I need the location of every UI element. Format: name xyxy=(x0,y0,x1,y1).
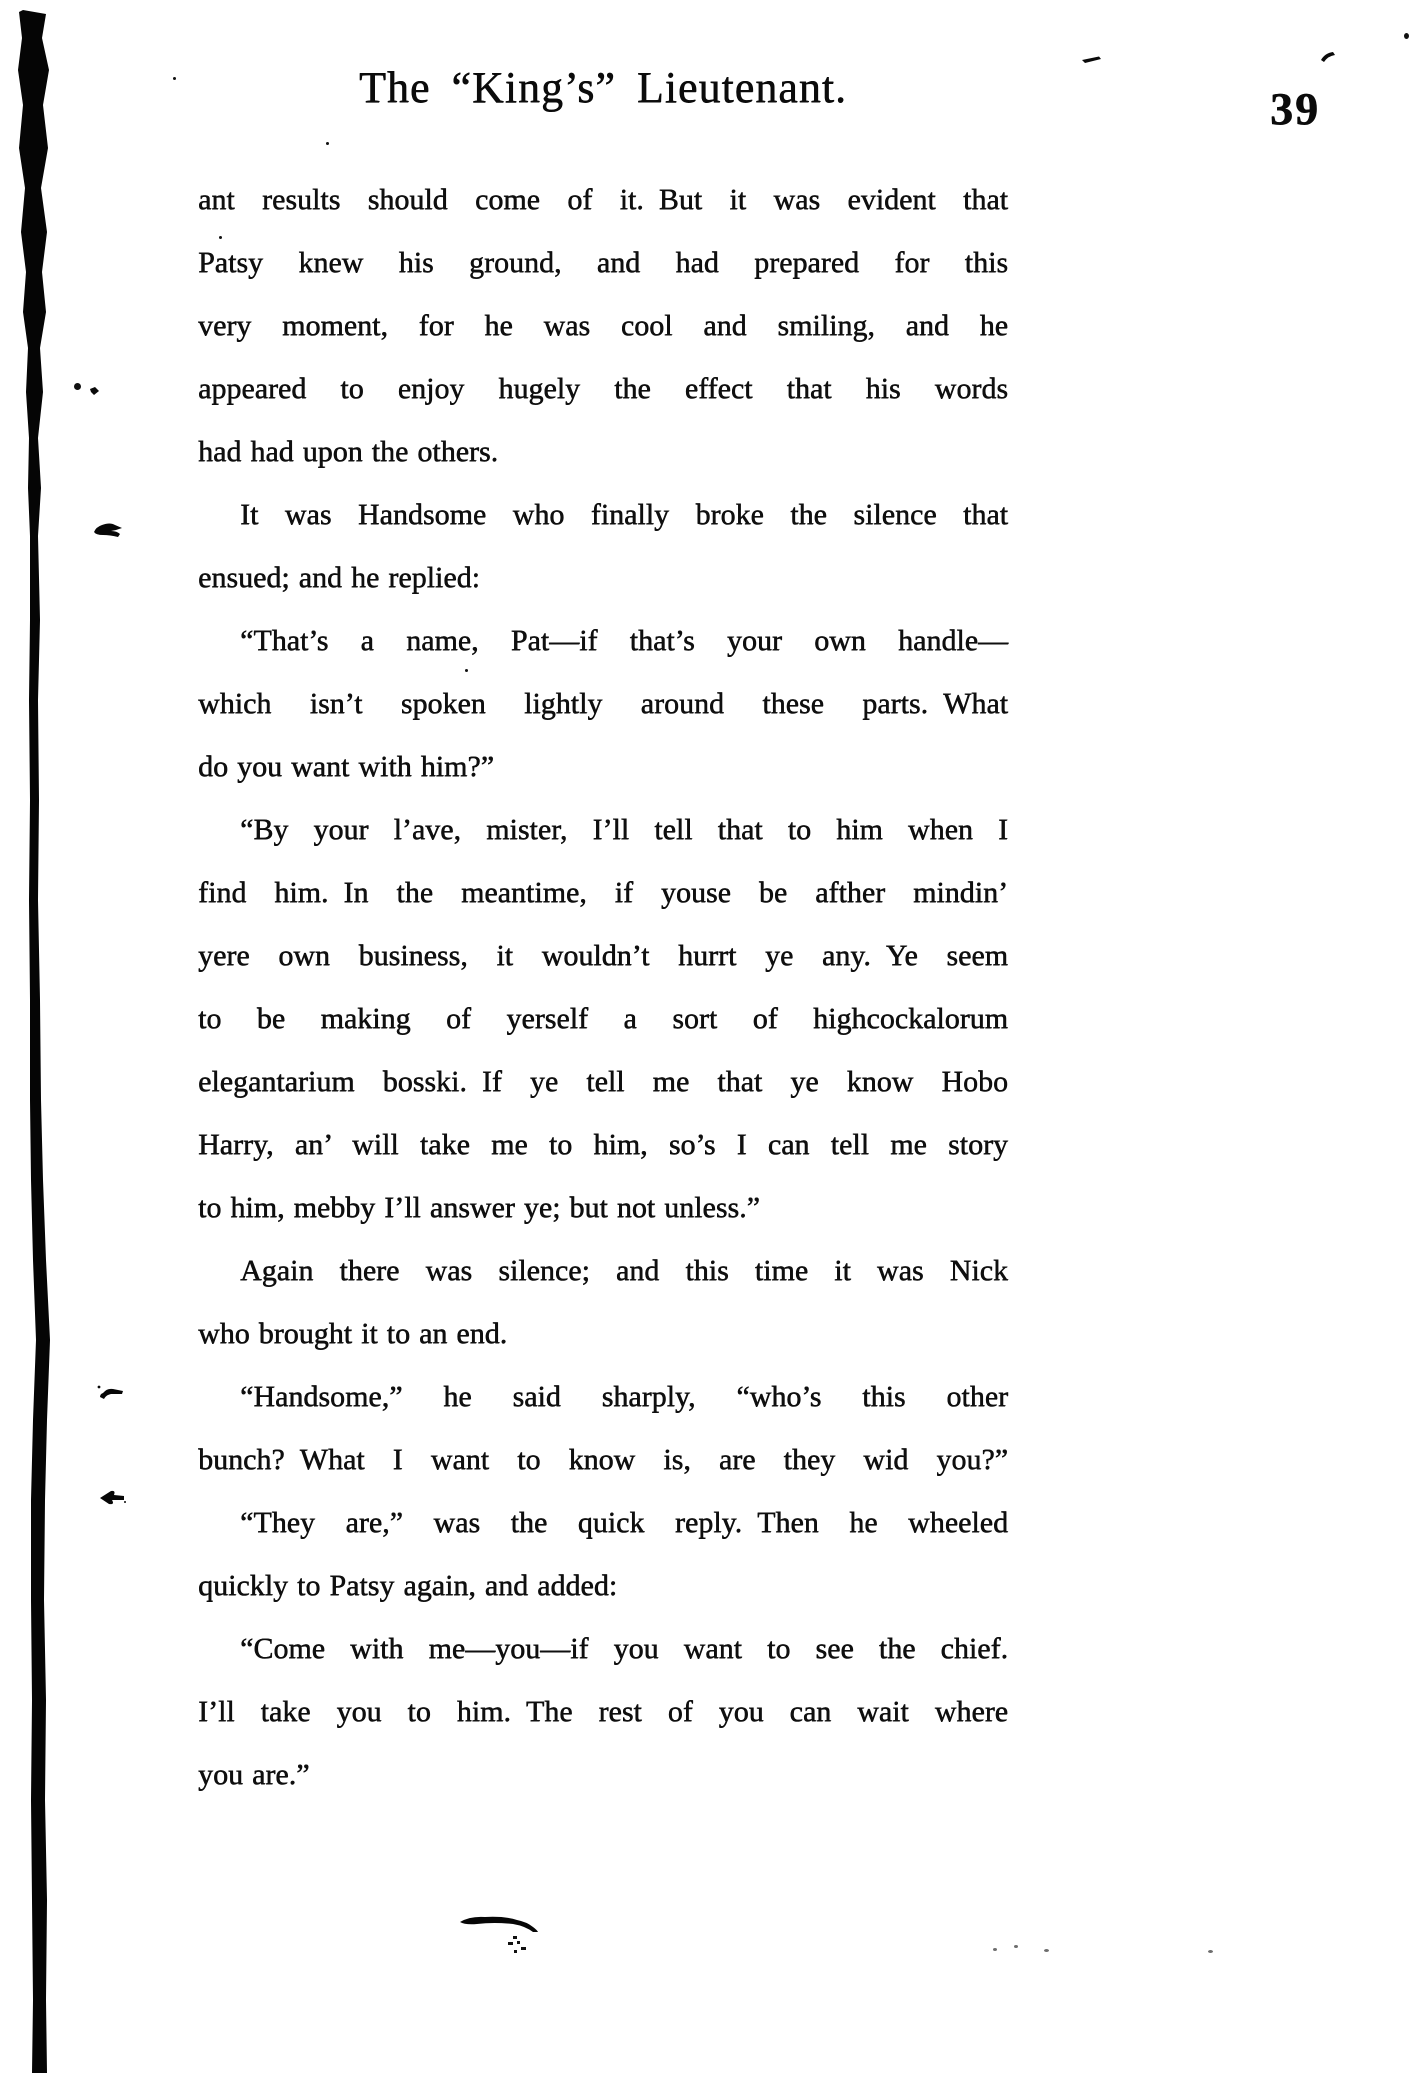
ink-dash-top-icon xyxy=(1082,55,1102,64)
paragraph xyxy=(198,609,1008,798)
text-line: very moment, for he was cool and smiling, and he xyxy=(198,309,1008,342)
text-line: Patsy knew his ground, and had prepared for this xyxy=(198,246,1008,279)
ink-speck-bottom-right-c-icon xyxy=(1044,1949,1049,1952)
ink-tick-above-page-number-icon xyxy=(1320,51,1337,62)
ink-speck-left-b-icon xyxy=(89,386,100,396)
binding-shadow-left-icon xyxy=(0,0,60,2073)
ink-dot-top-right-icon xyxy=(1404,33,1409,39)
ink-speck-bottom-right-a-icon xyxy=(993,1948,997,1951)
ink-smudge-hook-icon xyxy=(96,1384,125,1402)
text-line: “Handsome,” he said sharply, “who’s this other xyxy=(240,1380,1008,1413)
text-line: Harry, an’ will take me to him, so’s I can tell me story xyxy=(198,1128,1008,1161)
text-line: had had upon the others. xyxy=(198,435,499,468)
text-line: yere own business, it wouldn’t hurrt ye any. Ye seem xyxy=(198,939,1008,972)
ink-swoosh-bottom-icon xyxy=(458,1913,540,1935)
ink-speckle-bottom-icon xyxy=(505,1934,531,1958)
ink-smudge-arrow-left-icon xyxy=(99,1489,126,1507)
text-line: appeared to enjoy hugely the effect that his words xyxy=(198,372,1008,405)
ink-speck-header-icon xyxy=(326,142,329,145)
text-line: elegantarium bosski. If ye tell me that ye know Hobo xyxy=(198,1065,1008,1098)
text-line: bunch? What I want to know is, are they wid you?” xyxy=(198,1443,1008,1476)
page-body xyxy=(198,168,1008,1806)
ink-speck-bottom-right-b-icon xyxy=(1014,1945,1018,1948)
text-line: It was Handsome who finally broke the silence that xyxy=(240,498,1008,531)
paragraph xyxy=(198,483,1008,609)
paragraph xyxy=(198,1491,1008,1617)
text-line: find him. In the meantime, if youse be afther mindin’ xyxy=(198,876,1008,909)
text-line: ant results should come of it. But it was evident that xyxy=(198,183,1008,216)
paragraph xyxy=(198,1617,1008,1806)
text-line: “They are,” was the quick reply. Then he wheeled xyxy=(240,1506,1008,1539)
text-line: do you want with him?” xyxy=(198,750,494,783)
paragraph xyxy=(198,798,1008,1239)
text-line: to be making of yerself a sort of highcockalorum xyxy=(198,1002,1008,1035)
text-line: “By your l’ave, mister, I’ll tell that to him when I xyxy=(240,813,1008,846)
text-line: ensued; and he replied: xyxy=(198,561,480,594)
ink-smudge-arrow-right-icon xyxy=(92,521,123,539)
paragraph xyxy=(198,168,1008,483)
text-line: “That’s a name, Pat—if that’s your own handle— xyxy=(240,624,1008,657)
text-line: “Come with me—you—if you want to see the chief. xyxy=(240,1632,1008,1665)
text-line: to him, mebby I’ll answer ye; but not unless.” xyxy=(198,1191,760,1224)
page-title: The “King’s” Lieutenant. xyxy=(359,63,847,112)
ink-speck-left-a-icon xyxy=(74,383,81,390)
text-line: quickly to Patsy again, and added: xyxy=(198,1569,618,1602)
paragraph xyxy=(198,1365,1008,1491)
text-line: you are.” xyxy=(198,1758,310,1791)
ink-speck-mid-icon xyxy=(465,669,468,672)
text-line: who brought it to an end. xyxy=(198,1317,508,1350)
ink-speck-bottom-right-d-icon xyxy=(1208,1950,1213,1953)
text-line: Again there was silence; and this time it was Nick xyxy=(240,1254,1008,1287)
ink-speck-margin-icon xyxy=(219,236,222,239)
text-line: I’ll take you to him. The rest of you can wait where xyxy=(198,1695,1008,1728)
text-line: which isn’t spoken lightly around these parts. What xyxy=(198,687,1008,720)
ink-speck-top-left-icon xyxy=(173,77,176,80)
paragraph xyxy=(198,1239,1008,1365)
page-number: 39 xyxy=(1270,83,1320,134)
